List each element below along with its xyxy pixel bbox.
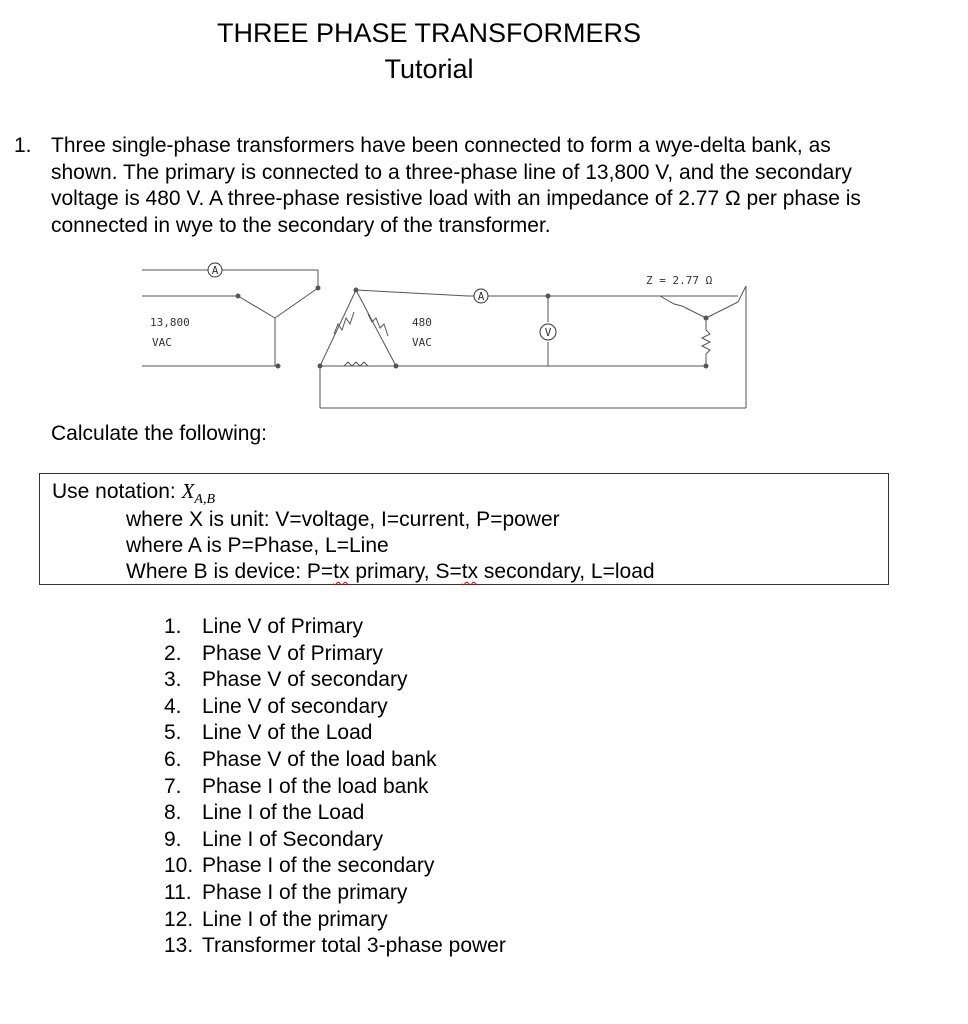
item-text: Phase V of Primary <box>202 641 383 665</box>
primary-unit-label: VAC <box>152 336 172 349</box>
item-text: Transformer total 3-phase power <box>202 934 506 958</box>
notation-b-post: secondary, L=load <box>478 560 655 583</box>
item-number: 2. <box>164 641 182 665</box>
question-text: Three single-phase transformers have been connected to form a wye-delta bank, as shown. The primary is connected to a three-phase line of 13,800 V, and the secondary voltage is 480 V. A three-phase resistive load with an impedance of 2.77 Ω per phase is connected in wye to the secondary of the transformer. <box>51 134 861 237</box>
notation-b-pre: Where B is device: P= <box>126 560 334 583</box>
item-number: 7. <box>164 774 182 798</box>
item-text: Line I of the primary <box>202 907 388 931</box>
item-text: Phase I of the secondary <box>202 854 435 878</box>
ammeter-secondary-icon <box>474 289 488 303</box>
notation-b-tx1: tx <box>333 560 350 583</box>
item-text: Phase I of the load bank <box>202 774 429 798</box>
item-text: Line V of Primary <box>202 615 364 638</box>
item-number: 13. <box>164 934 194 958</box>
item-number: 10. <box>164 854 194 878</box>
item-number: 4. <box>164 694 182 718</box>
list-item <box>164 907 506 934</box>
item-text: Line V of secondary <box>202 694 388 718</box>
svg-text:A: A <box>477 290 485 303</box>
notation-b-mid: primary, S= <box>349 560 462 583</box>
secondary-voltage-label: 480 <box>412 316 432 329</box>
notation-symbol <box>181 479 216 508</box>
item-number: 6. <box>164 747 182 771</box>
item-number: 3. <box>164 668 182 692</box>
list-item <box>164 641 506 668</box>
item-number: 11. <box>164 880 192 904</box>
notation-symbol-letter: X <box>181 479 195 503</box>
load-impedance-label: Z = 2.77 Ω <box>646 274 713 287</box>
list-item <box>164 800 506 827</box>
notation-box <box>39 473 889 585</box>
item-text: Phase I of the primary <box>202 880 408 904</box>
page-subtitle: Tutorial <box>384 54 474 84</box>
question-number: 1. <box>14 134 32 157</box>
list-item <box>164 720 506 747</box>
list-item <box>164 694 506 721</box>
question-1 <box>14 133 894 239</box>
list-item <box>164 853 506 880</box>
calculate-heading: Calculate the following: <box>51 422 267 445</box>
primary-voltage-label: 13,800 <box>150 316 190 329</box>
page-title: THREE PHASE TRANSFORMERS <box>216 18 642 48</box>
item-text: Phase V of secondary <box>202 668 408 692</box>
list-item <box>164 933 506 960</box>
item-text: Line V of the Load <box>202 721 373 745</box>
notation-line-unit: where X is unit: V=voltage, I=current, P=power <box>126 508 560 531</box>
notation-line-a: where A is P=Phase, L=Line <box>126 534 389 557</box>
notation-subscript: A,B <box>194 492 216 508</box>
item-text: Line I of Secondary <box>202 827 383 851</box>
list-item <box>164 747 506 774</box>
item-number: 5. <box>164 721 182 745</box>
secondary-unit-label: VAC <box>412 336 432 349</box>
item-number: 9. <box>164 827 182 851</box>
list-item <box>164 774 506 801</box>
notation-line-b <box>126 559 655 585</box>
item-number: 1. <box>164 615 182 638</box>
notation-b-tx2: tx <box>461 560 479 583</box>
list-item <box>164 614 506 641</box>
svg-text:A: A <box>211 264 219 277</box>
svg-text:V: V <box>544 326 552 339</box>
list-item <box>164 667 506 694</box>
voltmeter-icon <box>540 324 556 340</box>
item-number: 12. <box>164 907 194 931</box>
list-item <box>164 880 506 907</box>
wye-delta-circuit-diagram <box>138 258 768 414</box>
item-number: 8. <box>164 801 182 825</box>
list-item <box>164 827 506 854</box>
item-text: Line I of the Load <box>202 801 365 825</box>
notation-label: Use notation: <box>52 480 182 503</box>
item-text: Phase V of the load bank <box>202 747 437 771</box>
calculation-list <box>164 614 506 960</box>
ammeter-primary-icon <box>208 263 222 277</box>
